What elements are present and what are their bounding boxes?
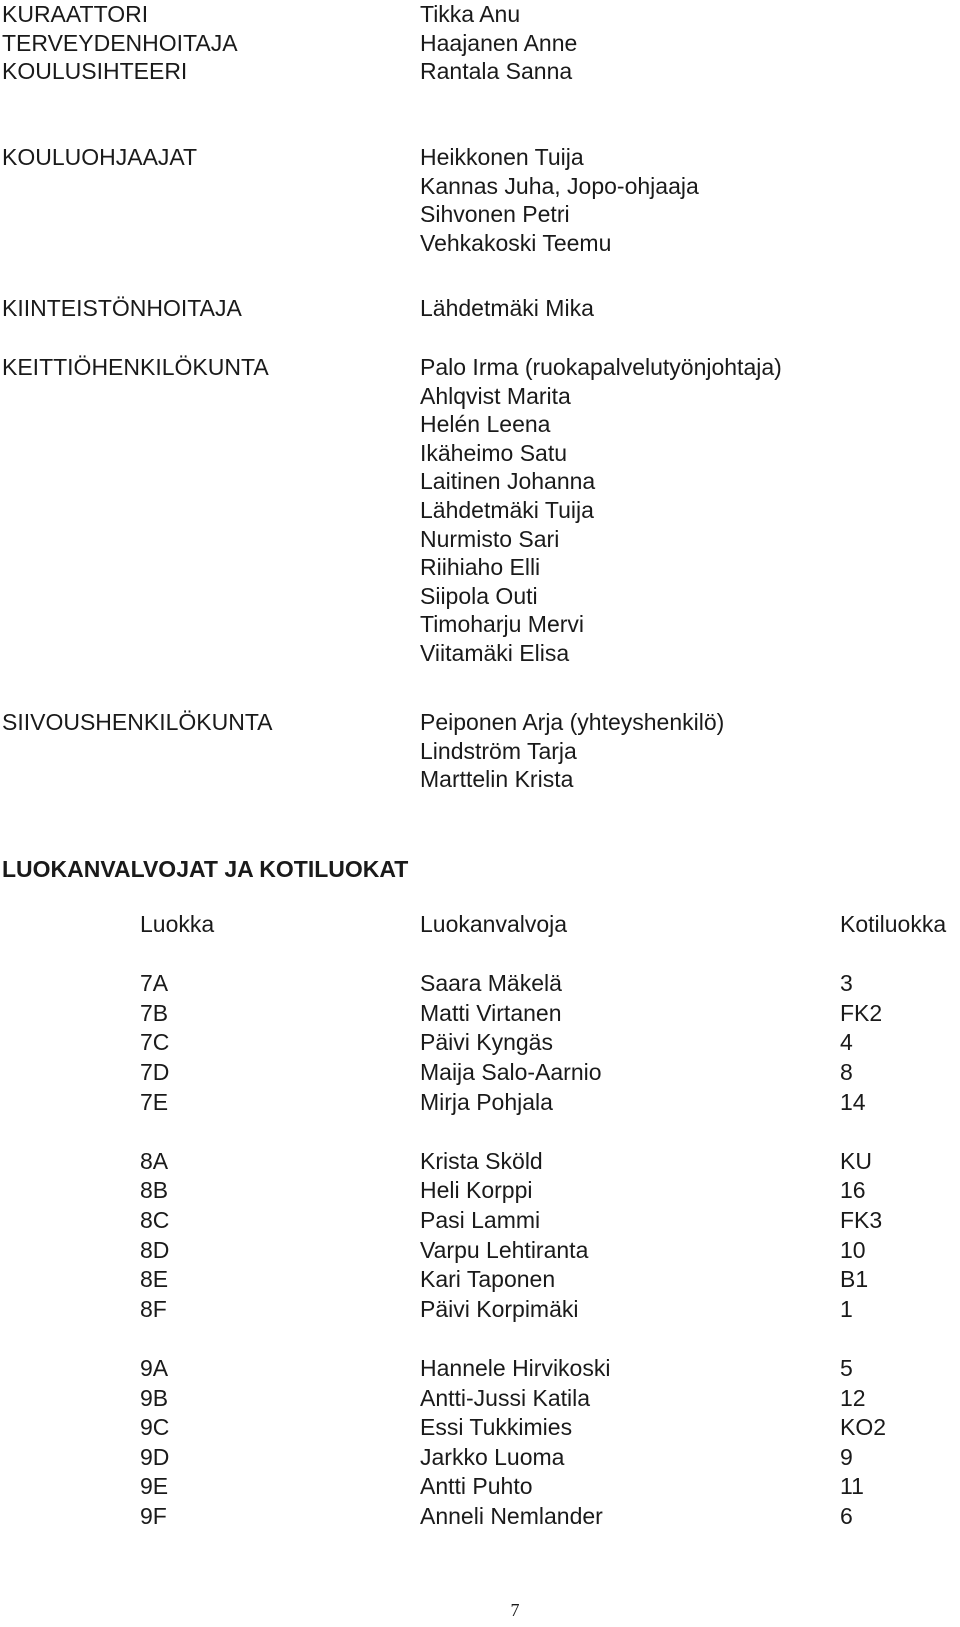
teacher-cell: Päivi Korpimäki bbox=[420, 1295, 579, 1322]
staff-name: Peiponen Arja (yhteyshenkilö) bbox=[420, 709, 725, 735]
staff-name: Vehkakoski Teemu bbox=[420, 229, 612, 256]
class-cell: 9A bbox=[140, 1354, 169, 1381]
class-cell: 7C bbox=[140, 1029, 170, 1056]
teacher-cell: Heli Korppi bbox=[420, 1177, 533, 1204]
table-row bbox=[0, 1384, 960, 1414]
teacher-cell: Pasi Lammi bbox=[420, 1206, 541, 1233]
room-cell: FK2 bbox=[840, 999, 883, 1026]
teacher-cell: Mirja Pohjala bbox=[420, 1088, 553, 1115]
section-title: LUOKANVALVOJAT JA KOTILUOKAT bbox=[2, 856, 409, 882]
staff-name: Lähdetmäki Tuija bbox=[420, 496, 594, 523]
table-row bbox=[0, 1206, 960, 1236]
room-cell: B1 bbox=[840, 1266, 869, 1293]
staff-names bbox=[420, 353, 940, 668]
staff-name: Siipola Outi bbox=[420, 582, 538, 609]
class-cell: 8B bbox=[140, 1177, 169, 1204]
table-header-row bbox=[0, 910, 960, 940]
teacher-cell: Jarkko Luoma bbox=[420, 1443, 565, 1470]
table-row bbox=[0, 1472, 960, 1502]
staff-name: Ikäheimo Satu bbox=[420, 439, 568, 466]
class-cell: 9E bbox=[140, 1473, 169, 1500]
room-cell: KO2 bbox=[840, 1414, 887, 1441]
staff-name: Palo Irma (ruokapalvelutyönjohtaja) bbox=[420, 354, 782, 380]
room-cell: 14 bbox=[840, 1088, 866, 1115]
staff-name: Haajanen Anne bbox=[420, 29, 578, 56]
table-row bbox=[0, 969, 960, 999]
room-cell: 6 bbox=[840, 1502, 853, 1529]
room-cell: 11 bbox=[840, 1473, 864, 1500]
staff-name: Sihvonen Petri bbox=[420, 201, 570, 228]
column-header-kotiluokka: Kotiluokka bbox=[840, 911, 947, 937]
class-cell: 8D bbox=[140, 1236, 170, 1263]
room-cell: 3 bbox=[840, 970, 853, 997]
staff-name: Helén Leena bbox=[420, 411, 551, 438]
room-cell: 10 bbox=[840, 1236, 866, 1263]
role-label: KIINTEISTÖNHOITAJA bbox=[2, 295, 242, 321]
class-cell: 8A bbox=[140, 1147, 169, 1174]
teacher-cell: Antti-Jussi Katila bbox=[420, 1384, 591, 1411]
table-row bbox=[0, 1088, 960, 1118]
role-label: SIIVOUSHENKILÖKUNTA bbox=[2, 709, 273, 735]
teacher-cell: Päivi Kyngäs bbox=[420, 1029, 553, 1056]
staff-name: Rantala Sanna bbox=[420, 58, 573, 85]
teacher-cell: Hannele Hirvikoski bbox=[420, 1354, 611, 1381]
column-header-luokanvalvoja: Luokanvalvoja bbox=[420, 911, 568, 937]
role-label: KOULUOHJAAJAT bbox=[2, 144, 198, 170]
staff-name: Ahlqvist Marita bbox=[420, 382, 571, 409]
staff-name: Laitinen Johanna bbox=[420, 468, 596, 495]
room-cell: 12 bbox=[840, 1384, 866, 1411]
spacer bbox=[0, 1324, 960, 1354]
class-cell: 9D bbox=[140, 1443, 170, 1470]
room-cell: 9 bbox=[840, 1443, 853, 1470]
table-row bbox=[0, 1354, 960, 1384]
teacher-cell: Varpu Lehtiranta bbox=[420, 1236, 589, 1263]
class-cell: 9C bbox=[140, 1414, 170, 1441]
staff-name: Marttelin Krista bbox=[420, 766, 574, 793]
staff-names bbox=[420, 0, 940, 86]
staff-name: Riihiaho Elli bbox=[420, 554, 541, 581]
staff-name: Heikkonen Tuija bbox=[420, 144, 584, 170]
room-cell: 8 bbox=[840, 1058, 853, 1085]
class-cell: 9B bbox=[140, 1384, 169, 1411]
class-cell: 8E bbox=[140, 1266, 169, 1293]
teacher-cell: Matti Virtanen bbox=[420, 999, 562, 1026]
table-row bbox=[0, 1265, 960, 1295]
table-row bbox=[0, 1295, 960, 1325]
room-cell: 4 bbox=[840, 1029, 853, 1056]
staff-name: Tikka Anu bbox=[420, 1, 521, 27]
teacher-cell: Essi Tukkimies bbox=[420, 1414, 573, 1441]
class-cell: 7B bbox=[140, 999, 169, 1026]
teacher-cell: Antti Puhto bbox=[420, 1473, 533, 1500]
staff-name: Lindström Tarja bbox=[420, 737, 577, 764]
table-row bbox=[0, 1147, 960, 1177]
teacher-cell: Saara Mäkelä bbox=[420, 970, 562, 997]
page-number: 7 bbox=[510, 1600, 520, 1620]
table-row bbox=[0, 1028, 960, 1058]
class-cell: 8C bbox=[140, 1206, 170, 1233]
spacer bbox=[0, 940, 960, 970]
staff-names bbox=[420, 143, 940, 257]
role-label: KEITTIÖHENKILÖKUNTA bbox=[2, 354, 269, 380]
staff-name: Lähdetmäki Mika bbox=[420, 295, 594, 321]
staff-name: Timoharju Mervi bbox=[420, 611, 585, 638]
table-row bbox=[0, 1413, 960, 1443]
room-cell: FK3 bbox=[840, 1206, 883, 1233]
teacher-cell: Anneli Nemlander bbox=[420, 1502, 603, 1529]
class-table bbox=[0, 910, 960, 1531]
spacer bbox=[0, 1117, 960, 1147]
teacher-cell: Kari Taponen bbox=[420, 1266, 556, 1293]
teacher-cell: Maija Salo-Aarnio bbox=[420, 1058, 602, 1085]
table-row bbox=[0, 1443, 960, 1473]
table-row bbox=[0, 1176, 960, 1206]
staff-names bbox=[420, 708, 940, 794]
table-row bbox=[0, 1236, 960, 1266]
table-row bbox=[0, 1502, 960, 1532]
table-row bbox=[0, 1058, 960, 1088]
table-row bbox=[0, 999, 960, 1029]
staff-name: Viitamäki Elisa bbox=[420, 639, 570, 666]
room-cell: 1 bbox=[840, 1295, 853, 1322]
class-cell: 7A bbox=[140, 970, 169, 997]
staff-name: Nurmisto Sari bbox=[420, 525, 560, 552]
staff-names bbox=[420, 294, 940, 323]
class-cell: 7E bbox=[140, 1088, 169, 1115]
teacher-cell: Krista Sköld bbox=[420, 1147, 543, 1174]
room-cell: KU bbox=[840, 1147, 872, 1174]
class-cell: 9F bbox=[140, 1502, 167, 1529]
column-header-luokka: Luokka bbox=[140, 911, 215, 937]
staff-name: Kannas Juha, Jopo-ohjaaja bbox=[420, 172, 699, 199]
role-label: KURAATTORI TERVEYDENHOITAJA KOULUSIHTEERI bbox=[2, 1, 238, 85]
room-cell: 16 bbox=[840, 1177, 866, 1204]
room-cell: 5 bbox=[840, 1354, 853, 1381]
class-cell: 8F bbox=[140, 1295, 167, 1322]
class-cell: 7D bbox=[140, 1058, 170, 1085]
